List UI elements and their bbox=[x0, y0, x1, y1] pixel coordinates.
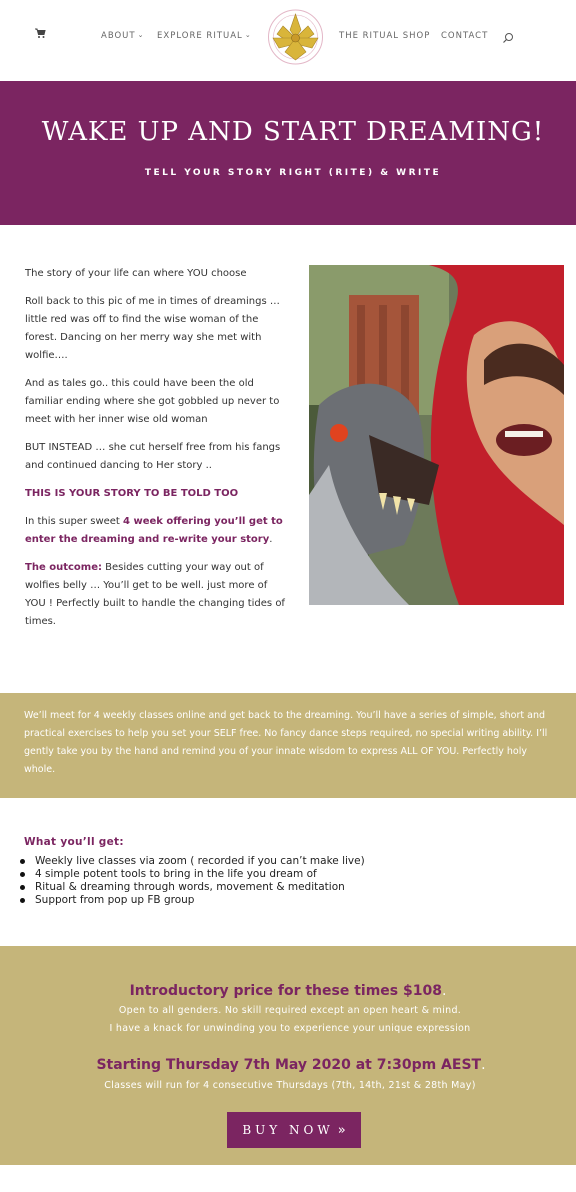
buy-now-label: BUY NOW bbox=[242, 1123, 334, 1137]
schedule-line: Classes will run for 4 consecutive Thursdays (7th, 14th, 21st & 28th May) bbox=[104, 1080, 476, 1091]
buy-now-button[interactable] bbox=[227, 1112, 361, 1148]
lotus-logo[interactable] bbox=[263, 8, 328, 66]
list-item: Weekly live classes via zoom ( recorded if you can’t make live) bbox=[35, 855, 365, 867]
site-header bbox=[0, 0, 576, 81]
story-text bbox=[25, 265, 287, 641]
story-text-segment: In this super sweet bbox=[25, 516, 124, 527]
list-item: Support from pop up FB group bbox=[35, 894, 365, 907]
story-paragraph: BUT INSTEAD … she cut herself free from his fangs and continued dancing to Her story .. bbox=[25, 442, 281, 471]
double-chevron-right-icon: » bbox=[337, 1122, 346, 1138]
list-item: Ritual & dreaming through words, movement & meditation bbox=[35, 881, 365, 894]
nav-contact[interactable]: CONTACT bbox=[441, 31, 489, 41]
nav-about-label: ABOUT bbox=[101, 31, 136, 41]
hero-banner bbox=[0, 81, 576, 225]
page-title: WAKE UP AND START DREAMING! bbox=[41, 117, 545, 147]
benefits-list bbox=[35, 855, 365, 907]
search-icon[interactable] bbox=[502, 32, 514, 44]
red-riding-hood-photo bbox=[309, 265, 564, 605]
offer-band bbox=[0, 946, 576, 1165]
story-highlight: THIS IS YOUR STORY TO BE TOLD TOO bbox=[25, 488, 239, 499]
intro-text: We’ll meet for 4 weekly classes online and get back to the dreaming. You’ll have a series of simple, short and practical exercises to help you set your SELF free. No fancy dance steps required, no special writing ability. I’ll gently take you by the hand and remind you of your innate wisdom to express ALL OF YOU. Perfectly holy whole. bbox=[24, 710, 548, 775]
offer-line: I have a knack for unwinding you to experience your unique expression bbox=[109, 1023, 471, 1034]
story-paragraph: The story of your life can where YOU choose bbox=[25, 268, 247, 279]
nav-ritual-shop[interactable]: THE RITUAL SHOP bbox=[339, 31, 431, 41]
offer-line: Open to all genders. No skill required except an open heart & mind. bbox=[118, 1005, 462, 1016]
chevron-down-icon: ⌄ bbox=[137, 31, 145, 39]
story-paragraph bbox=[25, 559, 287, 631]
start-dot: . bbox=[481, 1057, 486, 1073]
cart-icon[interactable] bbox=[34, 27, 46, 39]
intro-band bbox=[0, 693, 576, 798]
price-text: Introductory price for these times $108 bbox=[129, 983, 442, 999]
story-bold-segment: 4 week offering you’ll get to enter the dreaming and re-write your story bbox=[25, 516, 283, 545]
start-text: Starting Thursday 7th May 2020 at 7:30pm AEST bbox=[96, 1057, 482, 1073]
nav-about[interactable] bbox=[101, 31, 144, 41]
list-item: 4 simple potent tools to bring in the life you dream of bbox=[35, 868, 365, 881]
outcome-label: The outcome: bbox=[25, 562, 102, 573]
story-paragraph bbox=[25, 513, 287, 549]
outcome-text: Besides cutting your way out of wolfies belly … You’ll get to be well. just more of YOU ! Perfectly built to handle the changing tides of times. bbox=[25, 562, 285, 627]
nav-explore-label: EXPLORE RITUAL bbox=[157, 31, 243, 41]
story-text-segment: . bbox=[269, 534, 273, 545]
price-heading bbox=[0, 983, 576, 999]
story-paragraph: Roll back to this pic of me in times of dreamings … little red was off to find the wise woman of the forest. Dancing on her merry way she met with wolfie…. bbox=[25, 296, 280, 361]
start-heading bbox=[0, 1057, 576, 1073]
page-subtitle: TELL YOUR STORY RIGHT (RITE) & WRITE bbox=[144, 168, 442, 178]
nav-explore-ritual[interactable] bbox=[157, 31, 252, 41]
benefits-title: What you’ll get: bbox=[24, 836, 124, 848]
story-paragraph: And as tales go.. this could have been the old familiar ending where she got gobbled up never to meet with her inner wise old woman bbox=[25, 378, 280, 425]
price-dot: . bbox=[441, 983, 447, 999]
chevron-down-icon: ⌄ bbox=[244, 31, 252, 39]
